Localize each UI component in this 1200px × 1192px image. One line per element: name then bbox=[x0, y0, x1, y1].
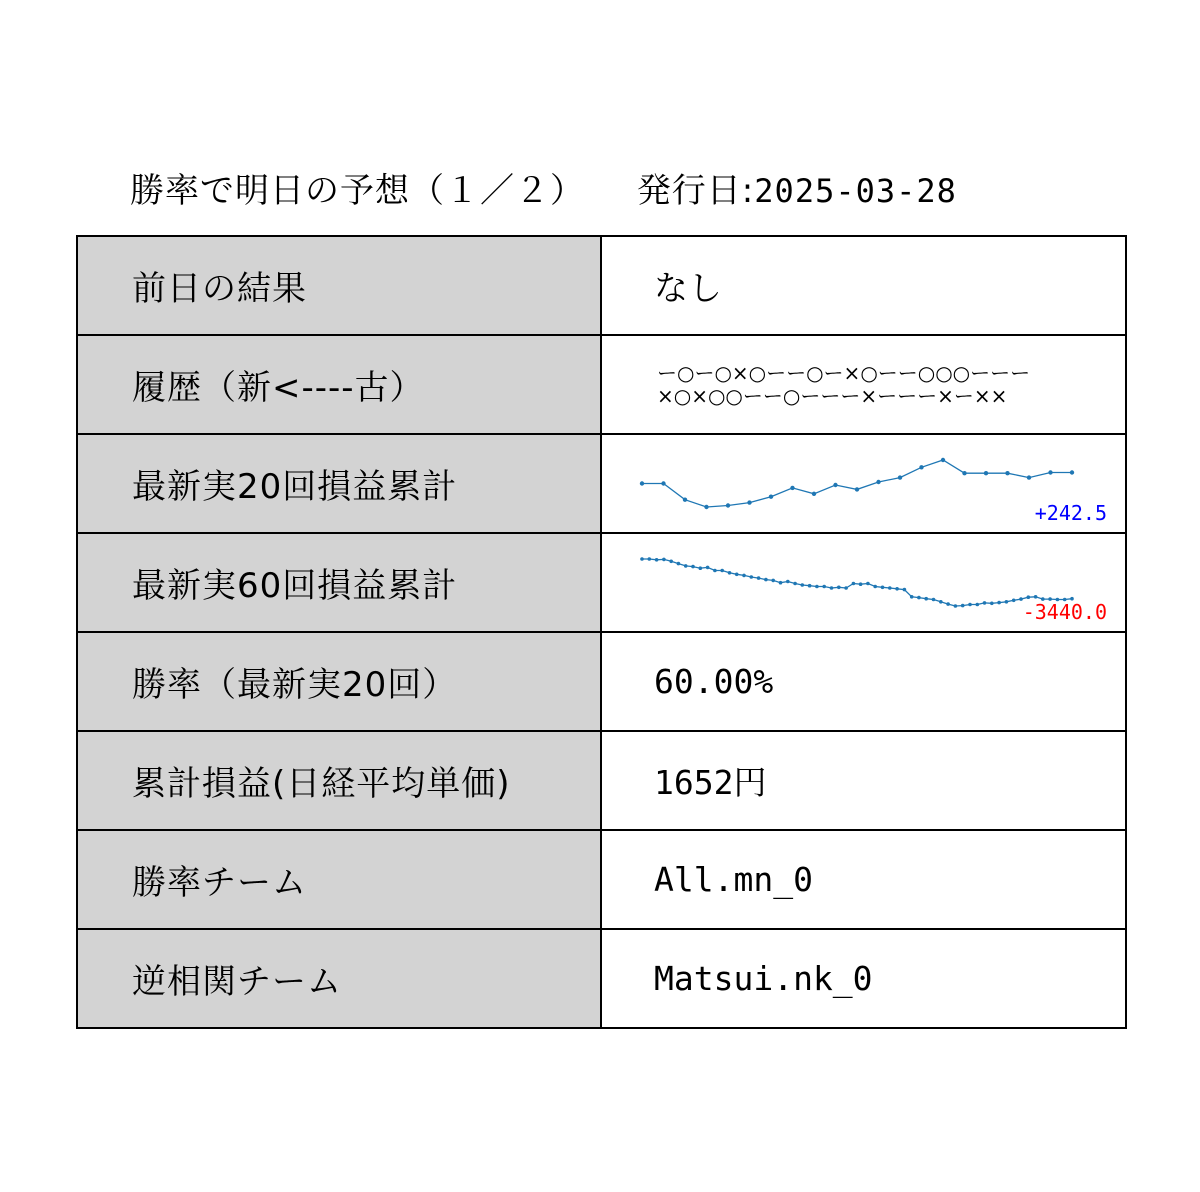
sparkline-point bbox=[859, 582, 863, 586]
table-row bbox=[77, 632, 1126, 731]
sparkline-point bbox=[881, 586, 885, 590]
sparkline-point bbox=[793, 582, 797, 586]
sparkline-point bbox=[704, 505, 708, 509]
win-rate-team-value: All.mn_0 bbox=[601, 830, 1126, 929]
sparkline-point bbox=[769, 495, 773, 499]
sparkline-point bbox=[661, 481, 665, 485]
sparkline-point bbox=[984, 471, 988, 475]
sparkline-point bbox=[655, 558, 659, 562]
sparkline-point bbox=[790, 486, 794, 490]
sparkline-point bbox=[976, 603, 980, 607]
row-label-inverse-team: 逆相関チーム bbox=[77, 929, 601, 1028]
sparkline-point bbox=[941, 458, 945, 462]
sparkline-point bbox=[808, 584, 812, 588]
table-row bbox=[77, 929, 1126, 1028]
row-label-cumulative-pnl: 累計損益(日経平均単価) bbox=[77, 731, 601, 830]
sparkline-point bbox=[822, 585, 826, 589]
sparkline-point bbox=[844, 586, 848, 590]
sparkline-point bbox=[876, 480, 880, 484]
sparkline-point bbox=[786, 580, 790, 584]
sparkline-point bbox=[669, 560, 673, 564]
row-label-previous-result: 前日の結果 bbox=[77, 236, 601, 335]
sparkline-20-cell bbox=[601, 434, 1126, 533]
sparkline-point bbox=[939, 600, 943, 604]
sparkline-point bbox=[833, 483, 837, 487]
sparkline-point bbox=[1027, 595, 1031, 599]
sparkline-series-line bbox=[642, 460, 1072, 507]
sparkline-point bbox=[917, 596, 921, 600]
row-label-latest-60-cumulative: 最新実60回損益累計 bbox=[77, 533, 601, 632]
sparkline-point bbox=[873, 585, 877, 589]
history-value bbox=[601, 335, 1126, 434]
sparkline-point bbox=[895, 587, 899, 591]
sparkline-point bbox=[684, 564, 688, 568]
sparkline-60-chart bbox=[602, 534, 1123, 631]
sparkline-point bbox=[910, 595, 914, 599]
sparkline-point bbox=[750, 575, 754, 579]
sparkline-point bbox=[990, 602, 994, 606]
win-rate-value: 60.00% bbox=[601, 632, 1126, 731]
sparkline-point bbox=[983, 601, 987, 605]
history-line-1: ー○ー○×○ーー○ー×○ーー○○○ーーー bbox=[657, 360, 1031, 385]
sparkline-point bbox=[726, 503, 730, 507]
history-line-2: ×○×○○ーー○ーーー×ーーー×ー×× bbox=[657, 383, 1008, 408]
sparkline-point bbox=[677, 562, 681, 566]
sparkline-point bbox=[962, 471, 966, 475]
sparkline-point bbox=[888, 586, 892, 590]
sparkline-point bbox=[898, 475, 902, 479]
sparkline-total-label: -3440.0 bbox=[1022, 600, 1107, 624]
sparkline-point bbox=[1005, 471, 1009, 475]
sparkline-point bbox=[691, 565, 695, 569]
sparkline-point bbox=[852, 582, 856, 586]
sparkline-point bbox=[855, 487, 859, 491]
sparkline-point bbox=[1027, 475, 1031, 479]
sparkline-point bbox=[757, 576, 761, 580]
sparkline-point bbox=[1070, 470, 1074, 474]
sparkline-point bbox=[699, 566, 703, 570]
report-header bbox=[130, 163, 957, 212]
inverse-team-value: Matsui.nk_0 bbox=[601, 929, 1126, 1028]
sparkline-point bbox=[735, 573, 739, 577]
sparkline-point bbox=[779, 581, 783, 585]
sparkline-point bbox=[837, 586, 841, 590]
table-row bbox=[77, 335, 1126, 434]
row-label-win-rate: 勝率（最新実20回） bbox=[77, 632, 601, 731]
sparkline-point bbox=[946, 602, 950, 606]
table-row bbox=[77, 731, 1126, 830]
row-label-latest-20-cumulative: 最新実20回損益累計 bbox=[77, 434, 601, 533]
sparkline-point bbox=[720, 569, 724, 573]
sparkline-point bbox=[815, 585, 819, 589]
sparkline-point bbox=[1034, 595, 1038, 599]
sparkline-point bbox=[771, 579, 775, 583]
cumulative-pnl-value: 1652円 bbox=[601, 731, 1126, 830]
prediction-table bbox=[76, 235, 1127, 1029]
previous-result-value: なし bbox=[601, 236, 1126, 335]
sparkline-point bbox=[683, 498, 687, 502]
row-label-win-rate-team: 勝率チーム bbox=[77, 830, 601, 929]
sparkline-point bbox=[866, 582, 870, 586]
sparkline-point bbox=[640, 481, 644, 485]
sparkline-point bbox=[662, 558, 666, 562]
sparkline-point bbox=[968, 603, 972, 607]
sparkline-point bbox=[706, 566, 710, 570]
sparkline-point bbox=[713, 569, 717, 573]
sparkline-total-label: +242.5 bbox=[1034, 501, 1107, 525]
sparkline-point bbox=[954, 604, 958, 608]
sparkline-point bbox=[1048, 470, 1052, 474]
table-row bbox=[77, 236, 1126, 335]
issued-label: 発行日: bbox=[636, 171, 755, 211]
sparkline-point bbox=[747, 500, 751, 504]
sparkline-point bbox=[1005, 600, 1009, 604]
sparkline-point bbox=[1012, 599, 1016, 603]
sparkline-point bbox=[932, 598, 936, 602]
sparkline-point bbox=[924, 597, 928, 601]
row-label-history: 履歴（新<----古） bbox=[77, 335, 601, 434]
table-row bbox=[77, 434, 1126, 533]
sparkline-point bbox=[830, 586, 834, 590]
table-row bbox=[77, 830, 1126, 929]
sparkline-point bbox=[742, 574, 746, 578]
sparkline-20-chart bbox=[602, 435, 1123, 532]
sparkline-point bbox=[812, 492, 816, 496]
issued-date: 2025-03-28 bbox=[754, 172, 957, 210]
sparkline-point bbox=[764, 578, 768, 582]
sparkline-point bbox=[801, 583, 805, 587]
sparkline-point bbox=[919, 465, 923, 469]
sparkline-point bbox=[728, 571, 732, 575]
sparkline-point bbox=[961, 604, 965, 608]
sparkline-point bbox=[997, 601, 1001, 605]
table-row bbox=[77, 533, 1126, 632]
report-title: 勝率で明日の予想（１／２） bbox=[130, 171, 585, 211]
sparkline-60-cell bbox=[601, 533, 1126, 632]
sparkline-point bbox=[903, 588, 907, 592]
sparkline-point bbox=[648, 557, 652, 561]
sparkline-point bbox=[640, 557, 644, 561]
